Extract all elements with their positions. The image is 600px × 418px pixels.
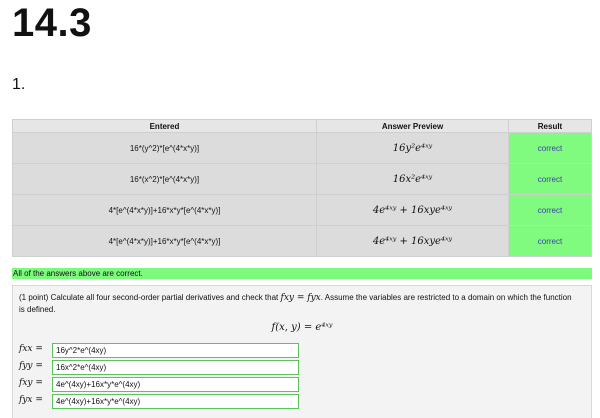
result-cell: correct [509,164,591,194]
problem-text-part1: Calculate all four second-order partial derivatives and check that [50,293,279,302]
preview-text: 16x²e⁴ˣʸ [392,173,433,185]
problem-points: (1 point) [19,293,49,302]
preview-cell [317,195,508,225]
table-header-row [13,120,591,132]
table-row [13,195,591,225]
table-row [13,164,591,194]
results-table [12,119,592,257]
result-cell: correct [509,133,591,163]
preview-cell [317,226,508,256]
entered-cell: 4*[e^(4*x*y)]+16*x*y*[e^(4*x*y)] [13,226,316,256]
preview-cell [317,164,508,194]
problem-text-part2: . Assume the variables are restricted to a domain on which the function is defined. [19,293,572,314]
page-title: 14.3 [12,1,92,45]
result-cell: correct [509,195,591,225]
table-row [13,133,591,163]
answer-input-fxy[interactable]: 4e^(4xy)+16x*y*e^(4xy) [52,377,299,392]
preview-text: 4e⁴ˣʸ + 16xye⁴ˣʸ [372,204,453,216]
table-row [13,226,591,256]
answer-input-fxx[interactable]: 16y^2*e^(4xy) [52,343,299,358]
preview-cell [317,133,508,163]
answer-input-fyx[interactable]: 4e^(4xy)+16x*y*e^(4xy) [52,394,299,409]
entered-cell: 4*[e^(4*x*y)]+16*x*y*[e^(4*x*y)] [13,195,316,225]
answer-label-fyx: fyx = [19,395,43,405]
question-number: 1. [12,76,26,93]
answer-label-fxy: fxy = [19,378,43,388]
problem-statement [19,292,579,316]
answer-label-fyy: fyy = [19,361,43,371]
problem-box [12,285,592,418]
preview-text: 4e⁴ˣʸ + 16xye⁴ˣʸ [372,235,453,247]
answer-input-fyy[interactable]: 16x^2*e^(4xy) [52,360,299,375]
all-correct-banner [12,268,592,279]
header-result: Result [509,120,591,132]
entered-cell: 16*(y^2)*[e^(4*x*y)] [13,133,316,163]
header-entered: Entered [13,120,316,132]
check-equation: fxy = fyx [280,293,321,303]
result-cell: correct [509,226,591,256]
entered-cell: 16*(x^2)*[e^(4*x*y)] [13,164,316,194]
header-answer-preview: Answer Preview [317,120,508,132]
banner-text: All of the answers above are correct. [13,269,143,278]
function-display: f(x, y) = e⁴ˣʸ [271,322,333,333]
preview-text: 16y²e⁴ˣʸ [392,142,433,154]
answer-label-fxx: fxx = [19,344,43,354]
